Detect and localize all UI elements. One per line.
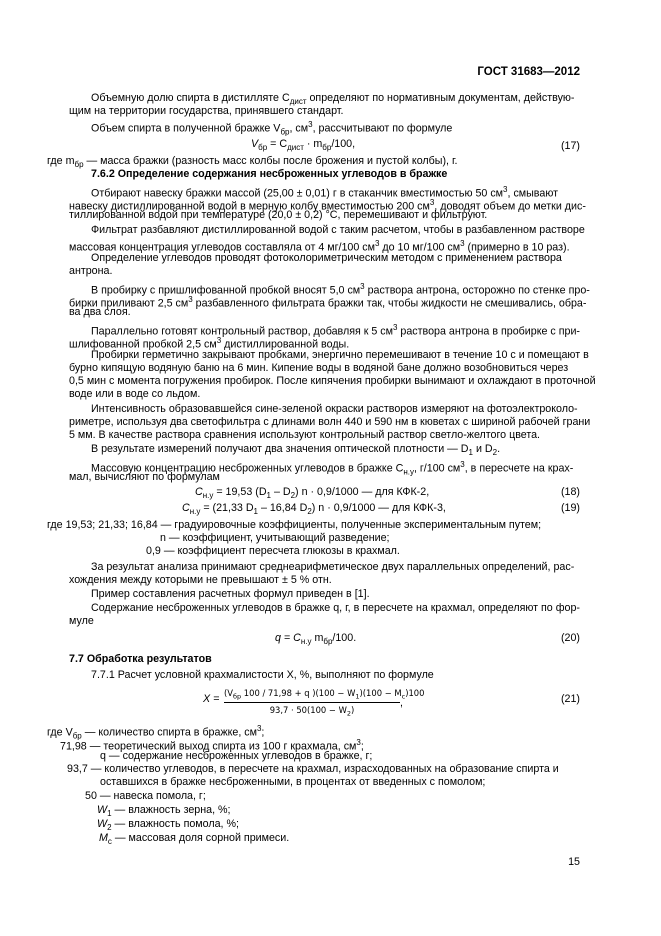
text-line: 7.7.1 Расчет условной крахмалистости X, %, выполняют по формуле bbox=[91, 669, 434, 681]
standard-number: ГОСТ 31683—2012 bbox=[477, 66, 580, 78]
text-line: 0,5 мин с момента погружения пробирок. После кипячения пробирки вынимают и охлаждают в проточной bbox=[69, 375, 596, 387]
page-number: 15 bbox=[568, 856, 580, 868]
text-line: риметре, используя два светофильтра с длинами волн 440 и 590 нм в кюветах с шириной рабочей грани bbox=[69, 416, 591, 428]
text-line: 93,7 — количество углеводов, в пересчете на крахмал, израсходованных на образование спирта и bbox=[67, 763, 559, 775]
text-line: n — коэффициент, учитывающий разведение; bbox=[160, 532, 390, 544]
text-line: тиллированной водой при температуре (20,0 ± 0,2) °С, перемешивают и фильтруют. bbox=[69, 209, 488, 221]
text-line: 50 — навеска помола, г; bbox=[85, 790, 206, 802]
text-line: хождения между которыми не превышают ± 5 % отн. bbox=[69, 574, 332, 586]
formula-18: $C_{н.у} = 19,53$ $(D_1 - D_2) n \cdot 0,9/1000$ — для КФК-2, bbox=[195, 486, 430, 501]
formula-17: $V_{бр} = C_{дист} \cdot m_{бр}/100$, bbox=[251, 138, 356, 153]
text-line: 0,9 — коэффициент пересчета глюкозы в крахмал. bbox=[146, 545, 400, 557]
text-line: Определение углеводов проводят фотоколориметрическим методом с применением раствора bbox=[91, 252, 562, 264]
formula-21-numerator: ($V_{бр}$ 100 / 71,98 + q )$(100 - W_1)(100 - M_c)100$ bbox=[224, 688, 425, 701]
text-line: В результате измерений получают два значения оптической плотности — $D_1$ и $D_2$. bbox=[91, 443, 501, 458]
text-line: За результат анализа принимают среднеарифметическое двух параллельных определений, рас- bbox=[91, 561, 575, 573]
text-line: Объем спирта в полученной бражке $V_{бр}$, $см^3$, рассчитывают по формуле bbox=[91, 120, 453, 137]
text-line: $W_1$ — влажность зерна, %; bbox=[97, 804, 231, 819]
text-line: мал, вычисляют по формулам bbox=[69, 471, 220, 483]
text-line: $W_2$ — влажность помола, %; bbox=[97, 818, 239, 833]
section-heading-7-6-2: 7.6.2 Определение содержания несброженных углеводов в бражке bbox=[91, 168, 448, 180]
formula-19: $C_{н.у} = (21,33$ $D_1 - 16,84$ $D_2$) n · 0,9/1000 — для КФК-3, bbox=[182, 502, 446, 517]
text-line: Массовую концентрацию несброженных углеводов в бражке $C_{н.у}$, г/100 $см^3$, в пересчете на крах- bbox=[91, 460, 574, 477]
section-heading-7-7: 7.7 Обработка результатов bbox=[69, 653, 212, 665]
text-line: 5 мм. В качестве раствора сравнения используют контрольный раствор светло-желтого цвета. bbox=[69, 429, 541, 441]
text-line: Параллельно готовят контрольный раствор, добавляя к 5 $см^3$ раствора антрона в пробирке с при- bbox=[91, 323, 580, 338]
formula-21-fraction bbox=[224, 688, 425, 718]
formula-number: (20) bbox=[560, 632, 580, 644]
text-line: шлифованной пробкой 2,5 $см^3$ дистиллированной воды. bbox=[69, 336, 350, 351]
formula-21-comma: , bbox=[400, 697, 403, 709]
text-line: Пример составления расчетных формул приведен в [1]. bbox=[91, 588, 370, 600]
text-line: щим на территории государства, принявшего стандарт. bbox=[69, 105, 344, 117]
text-line: бурно кипящую водяную баню на 6 мин. Кипение воды в водяной бане должно возобновиться через bbox=[69, 362, 569, 374]
text-line: ва два слоя. bbox=[69, 306, 131, 318]
text-line: В пробирку с пришлифованной пробкой вносят 5,0 $см^3$ раствора антрона, осторожно по стенке про- bbox=[91, 282, 590, 297]
formula-21-denominator: $93,7 \cdot 50(100 - W_2)$ bbox=[269, 704, 355, 718]
text-line: где $m_{бр}$ — масса бражки (разность масс колбы после брожения и пустой колбы), г. bbox=[47, 155, 458, 170]
formula-number: (19) bbox=[560, 502, 580, 514]
formula-number: (18) bbox=[560, 486, 580, 498]
text-line: Пробирки герметично закрывают пробками, энергично перемешивают в течение 10 с и помещают в bbox=[91, 349, 589, 361]
text-line: q — содержание несброженных углеводов в бражке, г; bbox=[100, 750, 373, 762]
text-line: Интенсивность образовавшейся сине-зеленой окраски растворов измеряют на фотоэлектроколо- bbox=[91, 403, 578, 415]
text-line: Фильтрат разбавляют дистиллированной водой с таким расчетом, чтобы в разбавленном растворе bbox=[91, 224, 585, 236]
text-line: Объемную долю спирта в дистилляте $C_{дист}$ определяют по нормативным документам, действую- bbox=[91, 92, 575, 107]
formula-21-lhs: X = bbox=[203, 693, 220, 705]
fraction-bar bbox=[224, 702, 400, 703]
formula-number: (21) bbox=[560, 693, 580, 705]
text-line: $M_c$ — массовая доля сорной примеси. bbox=[99, 832, 290, 847]
text-line: Отбирают навеску бражки массой (25,00 ± 0,01) г в стаканчик вместимостью 50 $см^3$, смывают bbox=[91, 185, 558, 200]
text-line: муле bbox=[69, 615, 94, 627]
text-line: антрона. bbox=[69, 265, 113, 277]
formula-number: (17) bbox=[560, 140, 580, 152]
text-line: массовая концентрация углеводов составляла от 4 мг/100 $см^3$ до 10 мг/100 $см^3$ (примерно в 10 раз). bbox=[69, 239, 570, 254]
text-line: навеску дистиллированной водой в мерную колбу вместимостью 200 $см^3$, доводят объем до метки дис- bbox=[69, 198, 586, 213]
text-line: 71,98 — теоретический выход спирта из 100 г крахмала, $см^3$; bbox=[60, 738, 364, 753]
text-line: где 19,53; 21,33; 16,84 — градуировочные коэффициенты, полученные экспериментальным путем; bbox=[47, 519, 542, 531]
text-line: где $V_{бр}$ — количество спирта в бражке, $см^3$; bbox=[47, 724, 265, 741]
formula-20: $q = C_{н.у}$ $m_{бр}/100$. bbox=[275, 632, 357, 647]
text-line: воде или в воде со льдом. bbox=[69, 388, 201, 400]
text-line: оставшихся в бражке несброженными, в процентах от введенных с помолом; bbox=[100, 776, 486, 788]
text-line: бирки приливают 2,5 $см^3$ разбавленного фильтрата бражки так, чтобы жидкости не смешивались, обра- bbox=[69, 295, 587, 310]
text-line: Содержание несброженных углеводов в бражке q, г, в пересчете на крахмал, определяют по фор- bbox=[91, 602, 580, 614]
